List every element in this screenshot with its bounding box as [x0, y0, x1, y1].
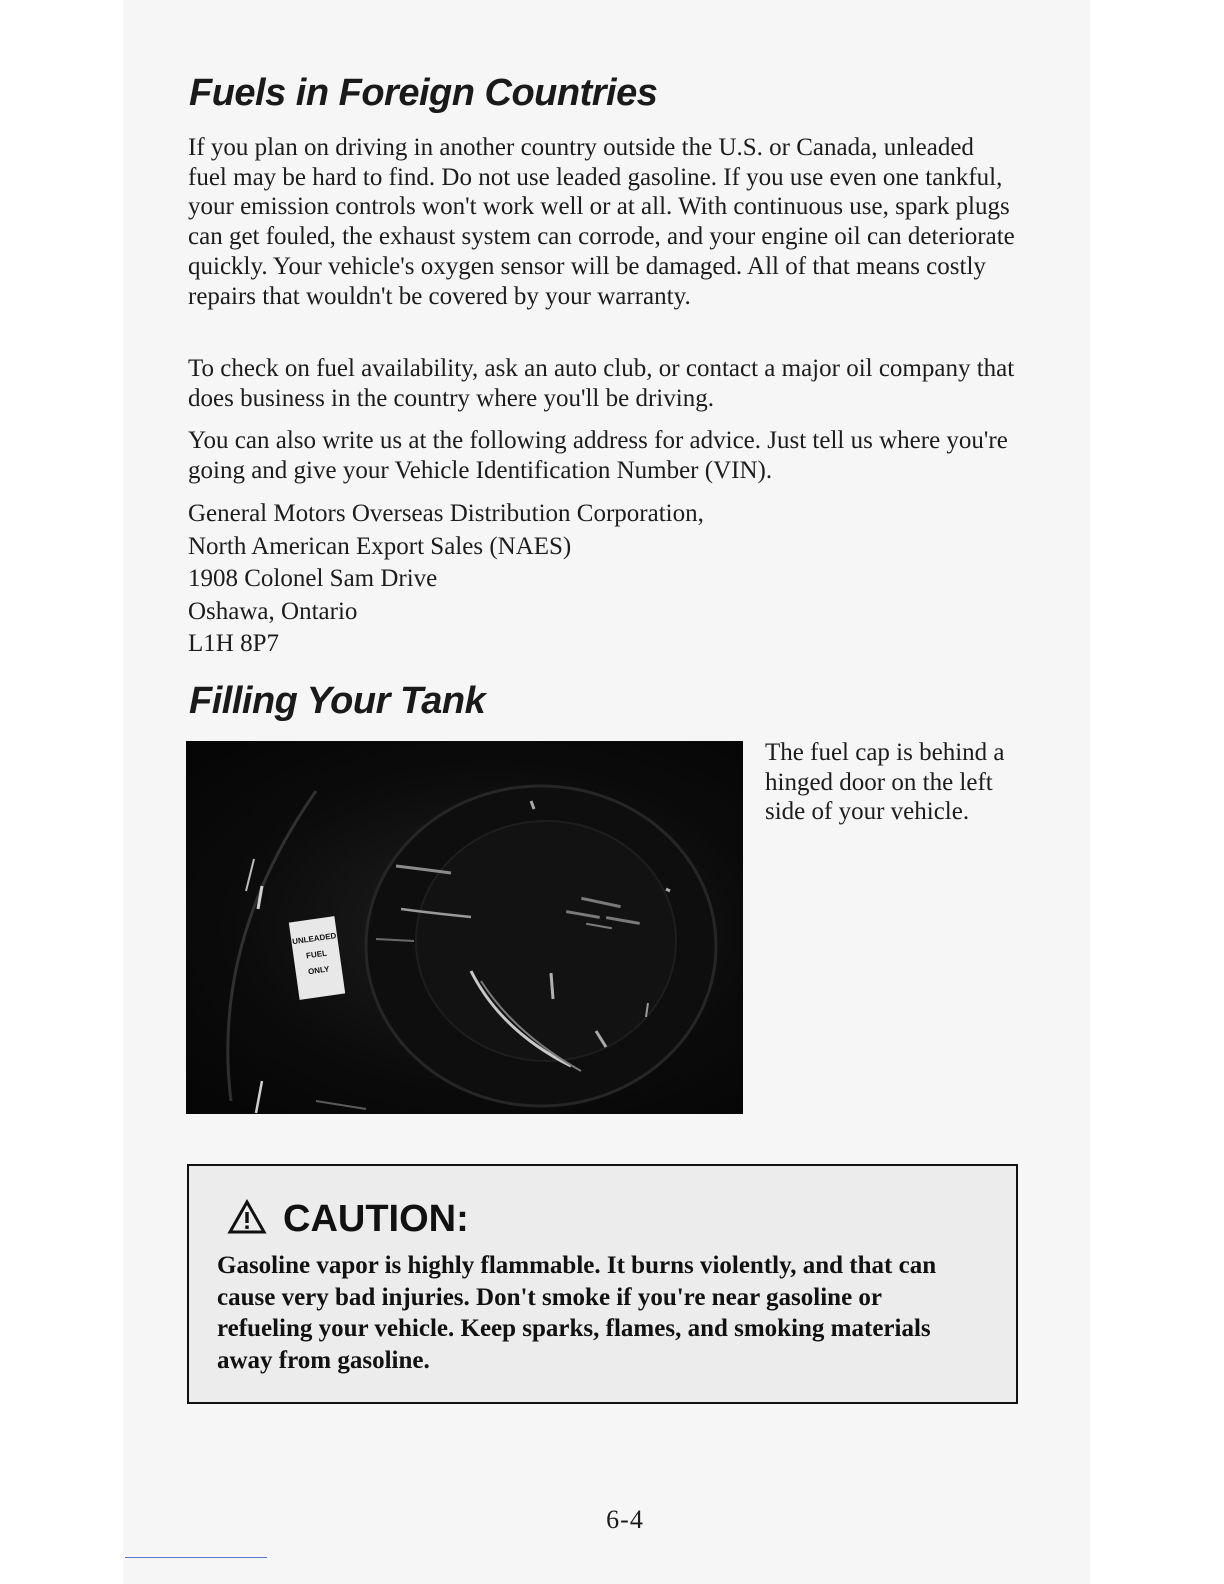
address-line: L1H 8P7: [188, 630, 279, 657]
fuel-cap-caption: The fuel cap is behind a hinged door on the left side of your vehicle.: [765, 739, 1005, 826]
fuel-door-illustration: [186, 741, 743, 1114]
caution-box: [187, 1164, 1018, 1404]
corner-rule: [125, 1557, 267, 1558]
unleaded-fuel-label: [289, 916, 345, 1000]
label-line-only: ONLY: [307, 964, 331, 977]
paragraph-foreign-fuel-warning: If you plan on driving in another country outside the U.S. or Canada, unleaded fuel may be hard to find. Do not use leaded gasoline. If you use even one tankful, your emission controls won't work well or at all. With continuous use, spark plugs can get fouled, the exhaust system can corrode, and your engine oil can deteriorate quickly. Your vehicle's oxygen sensor will be damaged. All of that means costly repairs that wouldn't be covered by your warranty.: [188, 134, 1015, 310]
page-number: 6-4: [606, 1505, 644, 1534]
caution-text: Gasoline vapor is highly flammable. It burns violently, and that can cause very bad injuries. Don't smoke if you're near gasoline or refueling your vehicle. Keep sparks, flames, and smoking materials away from gasoline.: [217, 1252, 937, 1374]
label-line-unleaded: UNLEADED: [291, 931, 337, 947]
mailing-address: [188, 498, 704, 661]
paragraph-write-us: You can also write us at the following address for advice. Just tell us where you're going and give your Vehicle Identification Number (VIN).: [188, 427, 1008, 484]
section-title-fuels-foreign: Fuels in Foreign Countries: [189, 72, 658, 114]
address-line: 1908 Colonel Sam Drive: [188, 565, 438, 592]
warning-triangle-icon: [227, 1199, 267, 1240]
label-line-fuel: FUEL: [305, 948, 328, 961]
paragraph-fuel-availability: To check on fuel availability, ask an auto club, or contact a major oil company that does business in the country where you'll be driving.: [188, 355, 1015, 412]
address-line: Oshawa, Ontario: [188, 597, 358, 625]
address-line: General Motors Overseas Distribution Corporation,: [188, 500, 704, 527]
caution-title: CAUTION:: [283, 1198, 469, 1240]
address-line: North American Export Sales (NAES): [188, 532, 572, 560]
caution-header: [227, 1198, 469, 1241]
section-title-filling-tank: Filling Your Tank: [189, 680, 486, 722]
fuel-door-photo: [186, 741, 743, 1114]
